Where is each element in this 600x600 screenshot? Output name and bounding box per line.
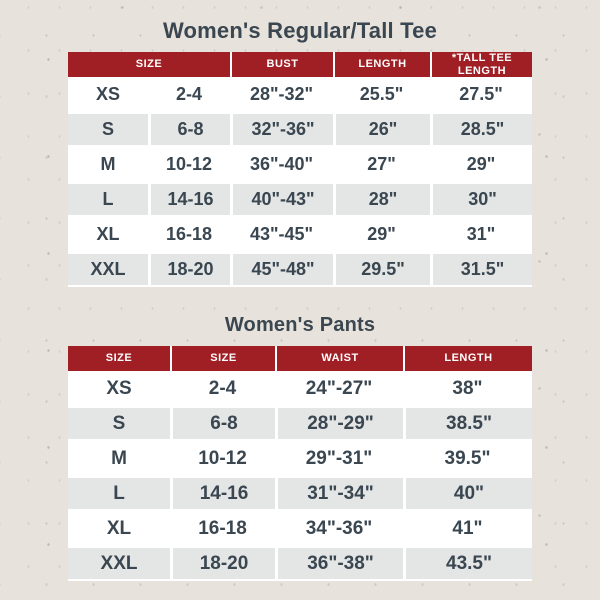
cell-size: XS bbox=[106, 377, 132, 399]
cell-tall-tee-length: 28.5" bbox=[430, 114, 532, 145]
cell-numeric-size: 18-20 bbox=[148, 254, 230, 285]
cell-numeric-size: 6-8 bbox=[170, 408, 275, 439]
cell-numeric-size: 14-16 bbox=[148, 184, 230, 215]
pants-header-size-letter: SIZE bbox=[105, 352, 133, 365]
cell-size: S bbox=[101, 119, 114, 139]
cell-waist: 24"-27" bbox=[305, 377, 373, 399]
cell-size: XS bbox=[95, 84, 120, 104]
cell-length: 39.5" bbox=[444, 447, 491, 469]
cell-length: 41" bbox=[452, 517, 483, 539]
pants-header-row bbox=[68, 346, 532, 371]
cell-waist: 28"-29" bbox=[275, 408, 403, 439]
cell-length: 29.5" bbox=[333, 254, 430, 285]
tee-size-table bbox=[68, 52, 532, 287]
cell-tall-tee-length: 31" bbox=[466, 224, 496, 244]
pants-size-table bbox=[68, 346, 532, 581]
pants-header-size-numeric: SIZE bbox=[170, 346, 275, 371]
cell-length: 25.5" bbox=[359, 84, 404, 104]
table-row bbox=[68, 371, 532, 406]
cell-length: 27" bbox=[367, 154, 396, 174]
cell-tall-tee-length: 31.5" bbox=[430, 254, 532, 285]
cell-size: L bbox=[102, 189, 114, 209]
cell-length: 38.5" bbox=[403, 408, 532, 439]
cell-size: XL bbox=[106, 517, 132, 539]
cell-bust: 40"-43" bbox=[230, 184, 333, 215]
cell-numeric-size: 6-8 bbox=[148, 114, 230, 145]
cell-tall-tee-length: 29" bbox=[466, 154, 496, 174]
cell-bust: 28"-32" bbox=[249, 84, 314, 104]
table-row bbox=[68, 252, 532, 287]
pants-header-waist: WAIST bbox=[275, 346, 403, 371]
cell-bust: 45"-48" bbox=[230, 254, 333, 285]
tee-chart-title: Women's Regular/Tall Tee bbox=[162, 18, 438, 43]
cell-waist: 36"-38" bbox=[275, 548, 403, 579]
cell-numeric-size: 10-12 bbox=[165, 154, 213, 174]
cell-bust: 32"-36" bbox=[230, 114, 333, 145]
cell-length: 40" bbox=[403, 478, 532, 509]
table-row bbox=[68, 546, 532, 581]
pants-header-length: LENGTH bbox=[403, 346, 532, 371]
cell-numeric-size: 10-12 bbox=[198, 447, 247, 469]
table-row bbox=[68, 217, 532, 252]
cell-numeric-size: 16-18 bbox=[198, 517, 247, 539]
cell-tall-tee-length: 30" bbox=[430, 184, 532, 215]
tee-header-size: SIZE bbox=[135, 58, 163, 71]
cell-length: 26" bbox=[333, 114, 430, 145]
cell-size: XXL bbox=[90, 259, 126, 279]
cell-size: M bbox=[111, 447, 127, 469]
table-row bbox=[68, 147, 532, 182]
cell-numeric-size: 16-18 bbox=[165, 224, 213, 244]
tee-header-bust: BUST bbox=[230, 52, 333, 77]
table-row bbox=[68, 441, 532, 476]
cell-size: L bbox=[113, 482, 125, 504]
pants-chart-title: Women's Pants bbox=[224, 314, 376, 336]
table-row bbox=[68, 182, 532, 217]
cell-length: 38" bbox=[452, 377, 483, 399]
tee-header-length: LENGTH bbox=[333, 52, 430, 77]
cell-tall-tee-length: 27.5" bbox=[459, 84, 503, 104]
cell-size: XXL bbox=[100, 552, 138, 574]
table-row bbox=[68, 511, 532, 546]
table-row bbox=[68, 406, 532, 441]
cell-bust: 43"-45" bbox=[249, 224, 314, 244]
cell-numeric-size: 14-16 bbox=[170, 478, 275, 509]
cell-waist: 29"-31" bbox=[305, 447, 373, 469]
cell-waist: 31"-34" bbox=[275, 478, 403, 509]
cell-length: 43.5" bbox=[403, 548, 532, 579]
cell-size: XL bbox=[96, 224, 120, 244]
cell-numeric-size: 2-4 bbox=[175, 84, 202, 104]
cell-size: M bbox=[100, 154, 116, 174]
tee-header-row bbox=[68, 52, 532, 77]
table-row bbox=[68, 112, 532, 147]
cell-length: 29" bbox=[367, 224, 396, 244]
table-row bbox=[68, 77, 532, 112]
cell-numeric-size: 2-4 bbox=[208, 377, 237, 399]
table-row bbox=[68, 476, 532, 511]
tee-header-tall-tee-length: *TALL TEE LENGTH bbox=[430, 52, 532, 77]
cell-numeric-size: 18-20 bbox=[170, 548, 275, 579]
cell-size: S bbox=[112, 412, 126, 434]
cell-length: 28" bbox=[333, 184, 430, 215]
cell-waist: 34"-36" bbox=[305, 517, 373, 539]
cell-bust: 36"-40" bbox=[249, 154, 314, 174]
